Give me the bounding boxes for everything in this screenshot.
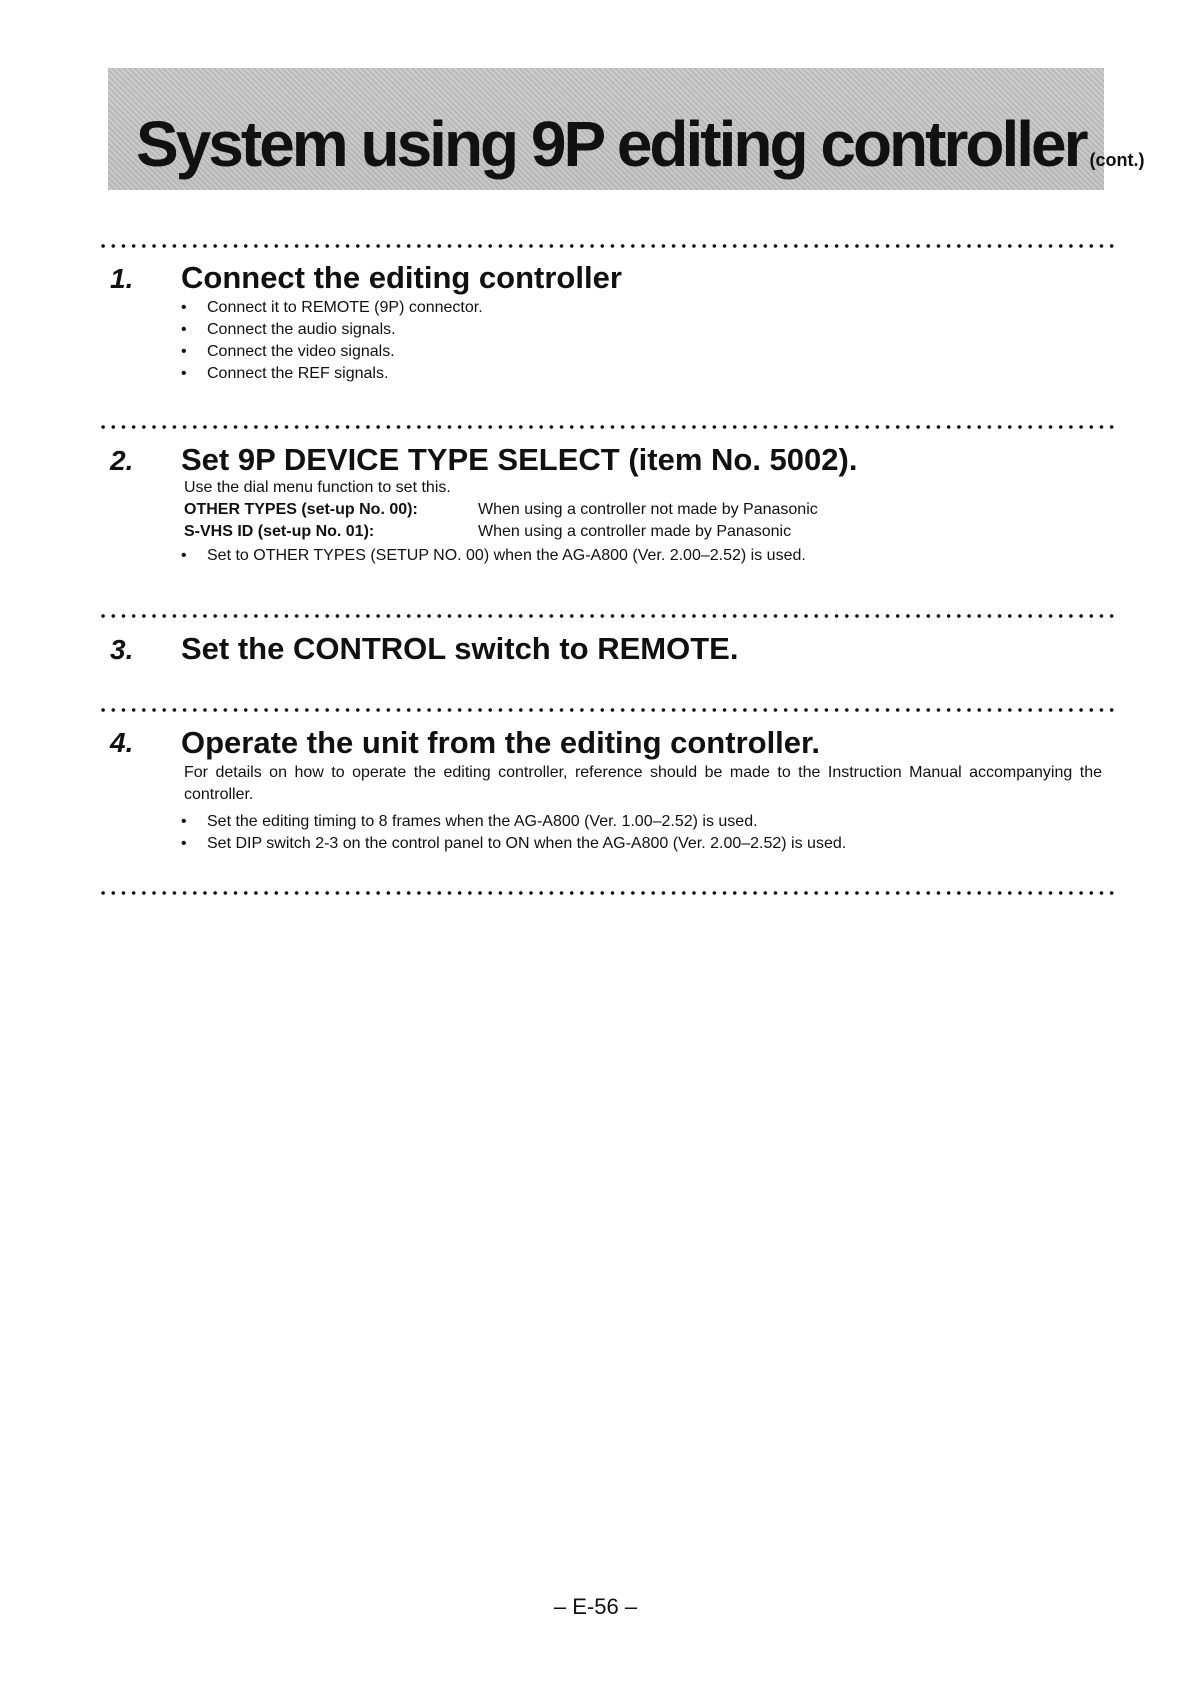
bullet-icon: • xyxy=(181,321,187,338)
title-banner xyxy=(108,68,1145,190)
dotted-divider xyxy=(98,613,1120,619)
bullet-icon: • xyxy=(181,547,187,564)
step-2-heading: Set 9P DEVICE TYPE SELECT (item No. 5002). xyxy=(181,442,858,477)
bullet-icon: • xyxy=(181,299,187,316)
step-2-number: 2. xyxy=(110,445,134,476)
step-4-bullet xyxy=(181,814,758,830)
dotted-divider xyxy=(98,243,1120,249)
bullet-text: Set DIP switch 2-3 on the control panel to ON when the AG-A800 (Ver. 2.00–2.52) is used. xyxy=(207,835,847,852)
dotted-divider xyxy=(98,890,1120,896)
step-1-bullet xyxy=(181,344,395,360)
step-1-bullet xyxy=(181,366,388,382)
bullet-text: Set to OTHER TYPES (SETUP NO. 00) when the AG-A800 (Ver. 2.00–2.52) is used. xyxy=(207,547,806,564)
step-3-heading: Set the CONTROL switch to REMOTE. xyxy=(181,631,739,666)
bullet-text: Connect the REF signals. xyxy=(207,365,389,382)
step-4-number: 4. xyxy=(110,727,134,758)
page-title-main: System using 9P editing controller xyxy=(136,108,1086,180)
bullet-icon: • xyxy=(181,365,187,382)
bullet-icon: • xyxy=(181,835,187,852)
step-1-bullet xyxy=(181,300,483,316)
option-description: When using a controller not made by Panasonic xyxy=(478,501,818,518)
option-description: When using a controller made by Panasonic xyxy=(478,523,792,540)
option-label: OTHER TYPES (set-up No. 00): xyxy=(184,501,418,518)
step-4-heading: Operate the unit from the editing controller. xyxy=(181,725,820,760)
dotted-divider xyxy=(98,707,1120,713)
bullet-icon: • xyxy=(181,813,187,830)
page-title-suffix: (cont.) xyxy=(1089,150,1145,170)
bullet-text: Set the editing timing to 8 frames when the AG-A800 (Ver. 1.00–2.52) is used. xyxy=(207,813,758,830)
bullet-text: Connect it to REMOTE (9P) connector. xyxy=(207,299,483,316)
dotted-divider xyxy=(98,424,1120,430)
step-4-bullet xyxy=(181,836,846,852)
bullet-icon: • xyxy=(181,343,187,360)
step-2-bullet xyxy=(181,548,806,564)
option-label: S-VHS ID (set-up No. 01): xyxy=(184,523,375,540)
bullet-text: Connect the audio signals. xyxy=(207,321,396,338)
step-1-bullet xyxy=(181,322,396,338)
step-2-intro: Use the dial menu function to set this. xyxy=(184,479,451,496)
step-1-number: 1. xyxy=(110,263,134,294)
bullet-text: Connect the video signals. xyxy=(207,343,395,360)
page-number: – E-56 – xyxy=(553,1594,638,1619)
step-1-heading: Connect the editing controller xyxy=(181,260,622,295)
step-4-paragraph: For details on how to operate the editing controller, reference should be made to the Instruction Manual accompanying the controller. xyxy=(184,764,1102,803)
step-3-number: 3. xyxy=(110,634,134,665)
page-title xyxy=(136,108,1145,180)
